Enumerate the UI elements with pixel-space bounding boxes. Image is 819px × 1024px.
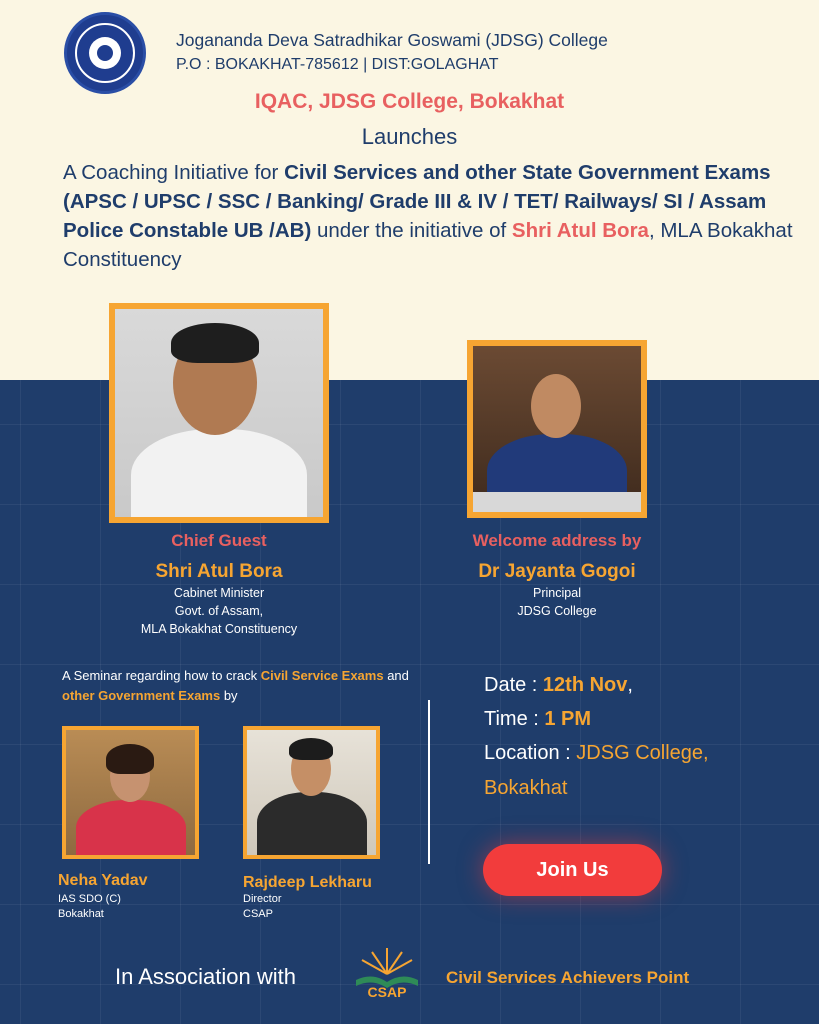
event-location [484, 742, 709, 765]
event-time [484, 708, 591, 731]
speaker-details-rajdeep [243, 892, 282, 922]
welcome-detail-1: Principal [533, 586, 581, 600]
initiative-mla-suffix: , MLA Bokakhat Constituency [63, 219, 793, 271]
welcome-detail-2: JDSG College [517, 604, 597, 618]
principal-photo-frame [467, 340, 647, 518]
speaker-photo-neha [66, 730, 195, 855]
speaker-photo-frame-neha [62, 726, 199, 859]
speaker-photo-rajdeep [247, 730, 376, 855]
csap-logo-text: CSAP [367, 984, 407, 1000]
chief-guest-photo-frame [109, 303, 329, 523]
initiative-exams: Civil Services and other State Government Exams (APSC / UPSC / SSC / Banking/ Grade III & IV / TET/ Railways/ SI / Assam Police Constable UB /AB) [63, 161, 771, 242]
speaker-name-neha: Neha Yadav [58, 872, 148, 889]
event-time-label: Time : [484, 708, 545, 730]
seminar-part-1: A Seminar regarding how to crack [62, 668, 261, 683]
divider-line [428, 700, 430, 864]
seminar-highlight-2: other Government Exams [62, 688, 221, 703]
event-location-line-2 [484, 777, 567, 800]
event-date-label: Date : [484, 674, 543, 696]
logo-emblem [89, 37, 121, 69]
initiative-description [63, 158, 793, 274]
welcome-name: Dr Jayanta Gogoi [478, 561, 636, 582]
college-logo [64, 12, 146, 94]
welcome-label: Welcome address by [472, 531, 642, 550]
college-name: Jogananda Deva Satradhikar Goswami (JDSG) College [176, 30, 608, 50]
event-date-suffix: , [627, 674, 633, 696]
event-location-label: Location : [484, 742, 577, 764]
seminar-highlight-1: Civil Service Exams [260, 668, 384, 683]
chief-guest-detail-3: MLA Bokakhat Constituency [140, 622, 298, 636]
event-location-value-1: JDSG College, [576, 742, 709, 764]
event-time-value: 1 PM [544, 708, 592, 730]
launches-heading: Launches [361, 124, 458, 149]
speaker-photo-frame-rajdeep [243, 726, 380, 859]
event-location-value-2: Bokakhat [484, 777, 568, 799]
speaker-details-neha [58, 892, 121, 922]
speaker-name-rajdeep: Rajdeep Lekharu [243, 874, 372, 891]
chief-guest-detail-1: Cabinet Minister [173, 586, 265, 600]
seminar-part-3: by [220, 688, 238, 703]
seminar-part-2: and [383, 668, 409, 683]
speaker-detail-rajdeep-2: CSAP [243, 908, 273, 920]
chief-guest-label: Chief Guest [171, 531, 267, 550]
seminar-text [62, 666, 422, 706]
iqac-heading: IQAC, JDSG College, Bokakhat [254, 90, 565, 113]
partner-name: Civil Services Achievers Point [446, 968, 690, 987]
speaker-detail-rajdeep-1: Director [243, 893, 282, 905]
chief-guest-details [104, 584, 334, 638]
association-label: In Association with [115, 964, 296, 989]
csap-logo [348, 944, 426, 1008]
initiative-mla-name: Shri Atul Bora [511, 219, 649, 242]
welcome-details [447, 584, 667, 620]
join-us-button[interactable]: Join Us [483, 844, 662, 896]
chief-guest-name: Shri Atul Bora [155, 561, 283, 582]
speaker-detail-neha-1: IAS SDO (C) [58, 893, 121, 905]
event-date [484, 674, 633, 697]
event-date-value: 12th Nov [542, 674, 628, 696]
speaker-detail-neha-2: Bokakhat [58, 908, 104, 920]
principal-photo [473, 346, 641, 512]
initiative-under: under the initiative of [311, 219, 512, 242]
college-address: P.O : BOKAKHAT-785612 | DIST:GOLAGHAT [176, 56, 499, 73]
chief-guest-photo [115, 309, 323, 517]
initiative-intro: A Coaching Initiative for [63, 161, 285, 184]
chief-guest-detail-2: Govt. of Assam, [174, 604, 264, 618]
